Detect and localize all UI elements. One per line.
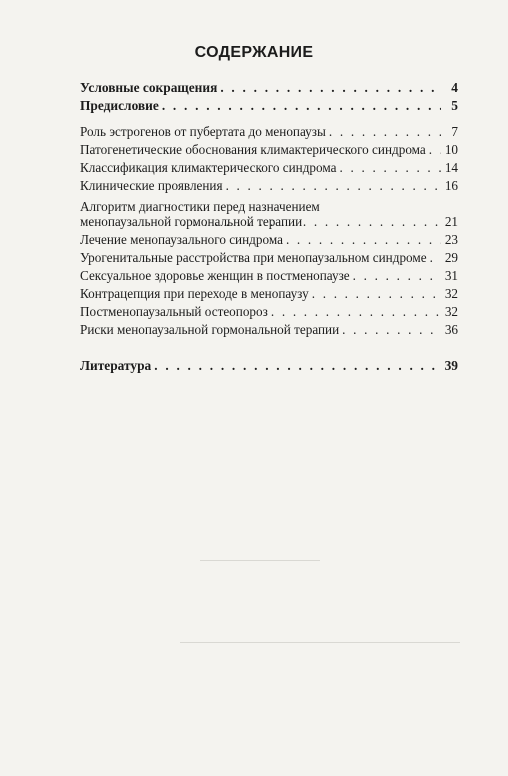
bleed-through-line bbox=[200, 560, 320, 561]
toc-entry[interactable] bbox=[80, 322, 458, 337]
toc-entry-label: Риски менопаузальной гормональной терапии bbox=[80, 322, 340, 337]
toc-entry[interactable] bbox=[80, 358, 458, 373]
leader-dots bbox=[286, 232, 441, 247]
leader-dots bbox=[226, 178, 441, 193]
toc-entry-label: Роль эстрогенов от пубертата до менопаузы bbox=[80, 124, 326, 139]
toc-entry-label: Предисловие bbox=[80, 98, 159, 113]
toc-entry-page: 7 bbox=[451, 124, 458, 139]
toc-entry[interactable] bbox=[80, 268, 458, 283]
toc-entry-label: Патогенетические обоснования климактерического синдрома bbox=[80, 142, 426, 157]
toc-entry-label: Литература bbox=[80, 358, 152, 373]
leader-dots bbox=[342, 322, 441, 337]
toc-entry-label: Алгоритм диагностики перед назначением менопаузальной гормональной терапии bbox=[80, 199, 320, 229]
toc-entry-label: Постменопаузальный остеопороз bbox=[80, 304, 268, 319]
toc-entry[interactable] bbox=[80, 142, 458, 157]
toc-entry-page: 39 bbox=[444, 358, 458, 373]
leader-dots bbox=[182, 214, 441, 229]
leader-dots bbox=[271, 304, 441, 319]
leader-dots bbox=[353, 268, 441, 283]
toc-entry[interactable] bbox=[80, 250, 458, 265]
toc-entry-page: 5 bbox=[451, 98, 458, 113]
toc-entry-label: Урогенитальные расстройства при менопаузальном синдроме bbox=[80, 250, 427, 265]
toc-entry-label: Контрацепция при переходе в менопаузу bbox=[80, 286, 309, 301]
toc-entry[interactable] bbox=[80, 286, 458, 301]
leader-dots bbox=[220, 80, 441, 95]
toc-entry-label: Сексуальное здоровье женщин в постменопаузе bbox=[80, 268, 350, 283]
toc-entry-page: 14 bbox=[444, 160, 458, 175]
toc-entry-label: Лечение менопаузального синдрома bbox=[80, 232, 283, 247]
toc-entry-label: Условные сокращения bbox=[80, 80, 218, 95]
leader-dots bbox=[162, 98, 441, 113]
toc-entry-label: Классификация климактерического синдрома bbox=[80, 160, 337, 175]
toc-entry-page: 32 bbox=[444, 286, 458, 301]
leader-dots bbox=[154, 358, 441, 373]
toc-entry[interactable] bbox=[80, 178, 458, 193]
toc-entry-page: 32 bbox=[444, 304, 458, 319]
toc-entry[interactable] bbox=[80, 124, 458, 139]
toc-entry[interactable] bbox=[80, 196, 458, 229]
toc-entry-page: 31 bbox=[444, 268, 458, 283]
toc-entry[interactable] bbox=[80, 80, 458, 95]
table-of-contents bbox=[80, 80, 458, 376]
toc-entry[interactable] bbox=[80, 232, 458, 247]
toc-entry-page: 21 bbox=[444, 214, 458, 229]
toc-entry[interactable] bbox=[80, 160, 458, 175]
toc-entry-label: Клинические проявления bbox=[80, 178, 223, 193]
leader-dots bbox=[339, 160, 441, 175]
toc-entry-page: 16 bbox=[444, 178, 458, 193]
toc-entry-page: 10 bbox=[444, 142, 458, 157]
toc-entry-page: 29 bbox=[444, 250, 458, 265]
toc-entry-page: 36 bbox=[444, 322, 458, 337]
bleed-through-line bbox=[180, 642, 460, 643]
toc-entry[interactable] bbox=[80, 98, 458, 113]
toc-entry-page: 4 bbox=[451, 80, 458, 95]
leader-dots bbox=[312, 286, 441, 301]
page-title: СОДЕРЖАНИЕ bbox=[194, 44, 314, 61]
leader-dots bbox=[429, 142, 441, 157]
leader-dots bbox=[329, 124, 441, 139]
toc-entry[interactable] bbox=[80, 304, 458, 319]
leader-dots bbox=[430, 250, 441, 265]
toc-entry-page: 23 bbox=[444, 232, 458, 247]
